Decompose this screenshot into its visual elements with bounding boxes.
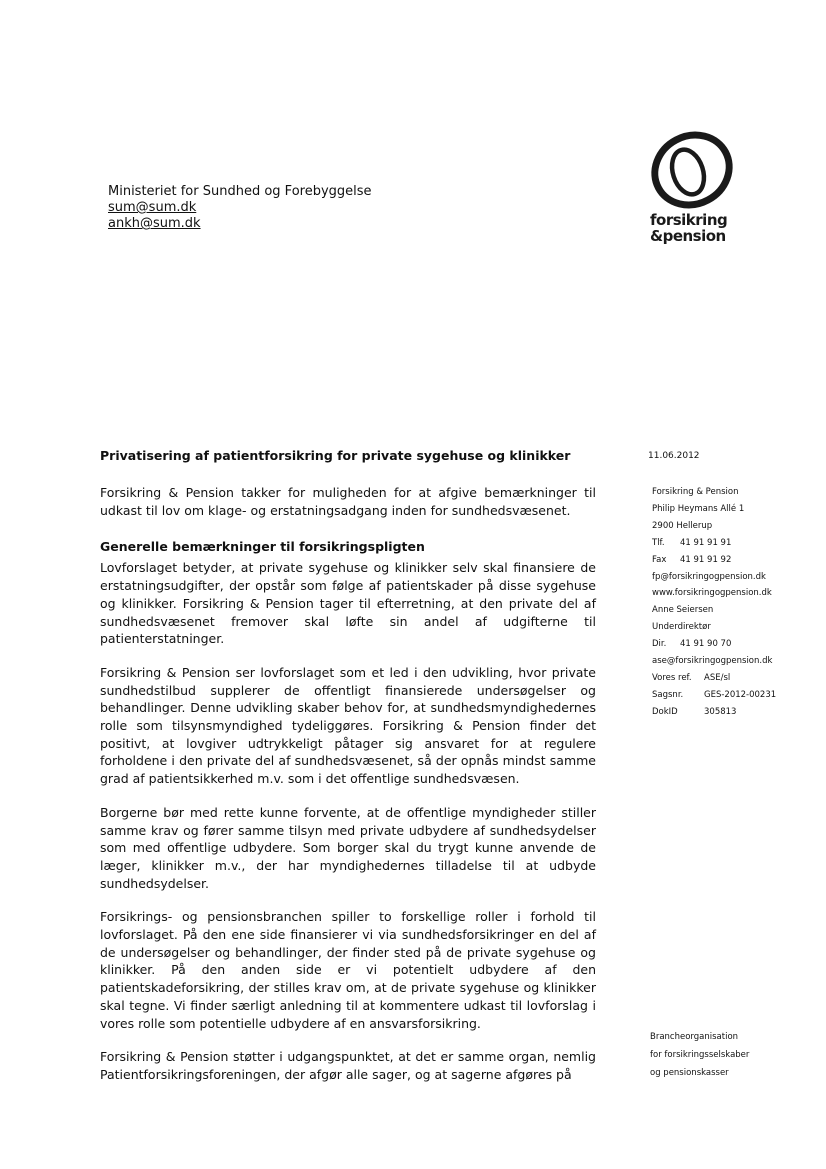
doc-id-label: DokID (652, 706, 678, 717)
case-no-row (652, 687, 776, 704)
footer-line: og pensionskasser (650, 1068, 729, 1078)
footer-org-description (650, 1028, 749, 1082)
recipient-block (108, 184, 372, 232)
footer-line: Brancheorganisation (650, 1032, 739, 1042)
doc-id-row (652, 704, 776, 721)
footer-line: for forsikringsselskaber (650, 1050, 750, 1060)
letter-date: 11.06.2012 (648, 451, 700, 461)
case-no-label: Sagsnr. (652, 689, 684, 700)
recipient-email-link-1[interactable]: sum@sum.dk (108, 200, 197, 215)
contact-direct-label: Dir. (652, 639, 667, 650)
sender-phone-label: Tlf. (652, 537, 665, 548)
letter-body (100, 448, 596, 1100)
contact-direct-phone: 41 91 90 70 (680, 639, 732, 650)
recipient-name: Ministeriet for Sundhed og Forebyggelse (108, 184, 372, 199)
logo-wordmark-line2: &pension (650, 227, 726, 245)
section-heading: Generelle bemærkninger til forsikringspligten (100, 539, 425, 555)
company-logo (640, 128, 760, 245)
body-paragraph: Forsikring & Pension støtter i udgangspunktet, at det er samme organ, nemlig Patientforsikringsforeningen, der afgør alle sager, og at sagerne afgøres på (100, 1049, 596, 1082)
sender-phone-row (652, 535, 776, 552)
sender-phone: 41 91 91 91 (680, 537, 732, 548)
sender-fax-label: Fax (652, 554, 667, 565)
contact-name: Anne Seiersen (652, 605, 714, 616)
sender-city: 2900 Hellerup (652, 520, 713, 531)
sender-details (652, 484, 776, 721)
sender-org: Forsikring & Pension (652, 487, 739, 497)
our-ref: ASE/sl (704, 672, 731, 683)
body-paragraph: Borgerne bør med rette kunne forvente, at de offentlige myndigheder stiller samme krav og fører samme tilsyn med private udbydere af sundhedsydelser som med offentlige udbydere. Som borger skal du trygt kunne anvende de læger, klinikker m.v., der har myndighedernes tilladelse til at udbyde sundhedsydelser. (100, 804, 596, 891)
sender-fax-row (652, 552, 776, 569)
contact-direct-row (652, 636, 776, 653)
sender-street: Philip Heymans Allé 1 (652, 503, 745, 514)
body-paragraph: Forsikring & Pension ser lovforslaget som et led i den udvikling, hvor private sundhedstilbud supplerer de offentligt finansierede undersøgelser og behandlinger. Denne udvikling skaber behov for, at sundhedsmyndighedernes rolle som tilsynsmyndighed tydeliggøres. Forsikring & Pension finder det positivt, at lovgiver udtrykkeligt påtager sig ansvaret for at regulere forholdene i den private del af sundhedsvæsenet, så der opnås mindst samme grad af patientsikkerhed m.v. som i det offentlige sundhedsvæsen. (100, 664, 596, 787)
contact-email[interactable]: ase@forsikringogpension.dk (652, 656, 773, 667)
our-ref-label: Vores ref. (652, 672, 692, 683)
sender-website[interactable]: www.forsikringogpension.dk (652, 588, 772, 599)
recipient-email-link-2[interactable]: ankh@sum.dk (108, 216, 201, 231)
case-no: GES-2012-00231 (704, 689, 777, 700)
logo-swoosh-icon (640, 128, 750, 212)
logo-wordmark-line1: forsikring (650, 211, 728, 229)
our-ref-row (652, 670, 776, 687)
body-paragraph: Lovforslaget betyder, at private sygehuse og klinikker selv skal finansiere de erstatningsudgifter, der opstår som følge af patientskader på disse sygehuse og klinikker. Forsikring & Pension tager til efterretning, at den private del af sundhedsvæsenet fremover skal løfte sin andel af udgifterne til patienterstatninger. (100, 560, 596, 647)
body-paragraph: Forsikrings- og pensionsbranchen spiller to forskellige roller i forhold til lovforslaget. På den ene side finansierer vi via sundhedsforsikringer en del af de undersøgelser og behandlinger, der finder sted på de private sygehuse og klinikker. På den anden side er vi potentielt udbydere af den patientskadeforsikring, der stilles krav om, at de private sygehuse og klinikker skal tegne. Vi finder særligt anledning til at kommentere udkast til lovforslag i vores rolle som potentielle udbydere af en ansvarsforsikring. (100, 909, 596, 1031)
doc-id: 305813 (704, 706, 737, 717)
sender-fax: 41 91 91 92 (680, 554, 732, 565)
intro-paragraph: Forsikring & Pension takker for muligheden for at afgive bemærkninger til udkast til lov om klage- og erstatningsadgang inden for sundhedsvæsenet. (100, 485, 596, 518)
letter-subject: Privatisering af patientforsikring for private sygehuse og klinikker (100, 448, 571, 463)
contact-title: Underdirektør (652, 622, 711, 633)
sender-email[interactable]: fp@forsikringogpension.dk (652, 571, 766, 582)
